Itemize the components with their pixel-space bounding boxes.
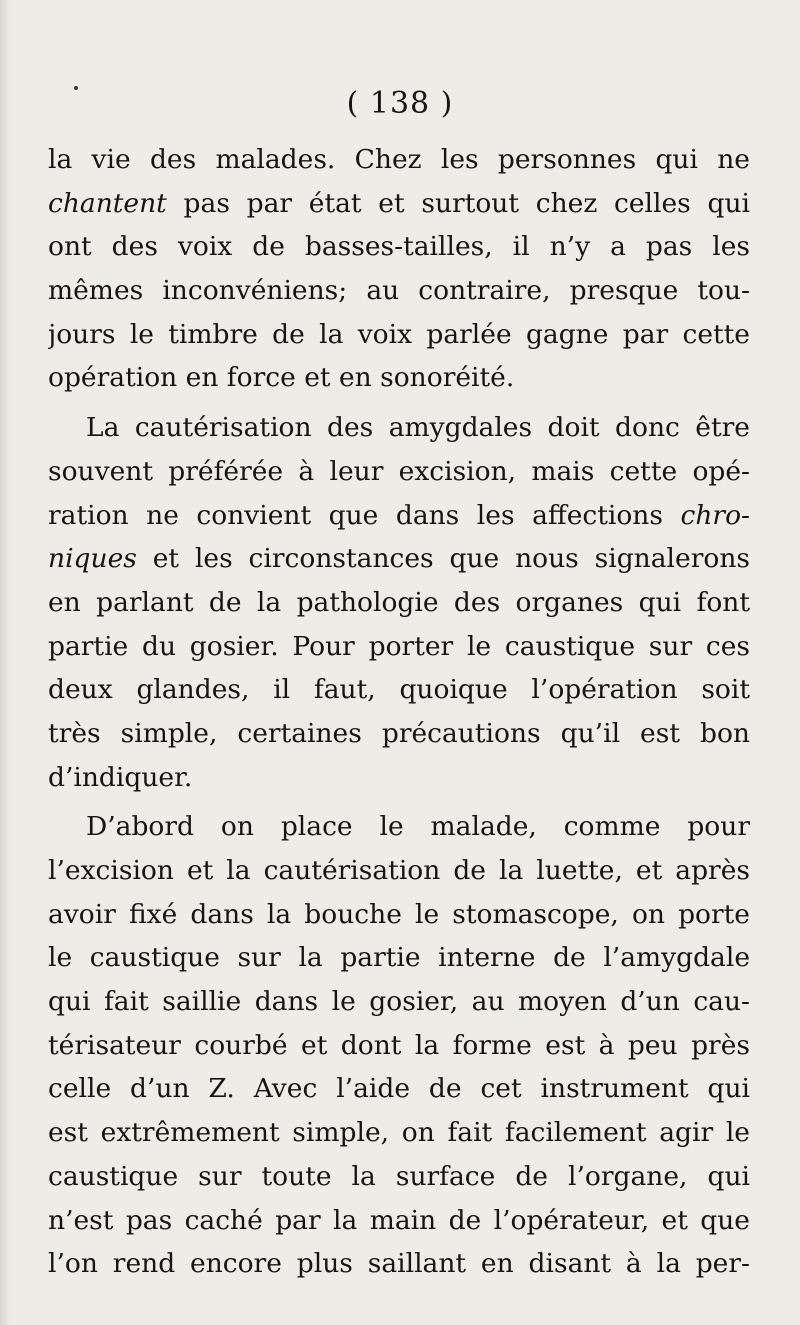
text-line: [48, 1067, 750, 1111]
text-line: [48, 668, 750, 712]
text-segment: ration ne convient que dans les affections: [48, 499, 681, 531]
text-segment: l’excision et la cautérisation de la luette, et après: [48, 855, 750, 886]
text-line: [48, 980, 750, 1024]
text-line: [48, 756, 750, 800]
text-line: [48, 1242, 750, 1286]
text-segment: D’abord on place le malade, comme pour: [86, 811, 750, 843]
text-segment: avoir fixé dans la bouche le stomascope, on porte: [48, 898, 750, 930]
text-line: [48, 1111, 750, 1155]
text-segment: ont des voix de basses-tailles, il n’y a pas les: [48, 231, 750, 263]
text-line: [48, 182, 750, 226]
text-segment: très simple, certaines précautions qu’il est bon: [48, 717, 750, 749]
text-line: [48, 356, 750, 400]
text-segment: partie du gosier. Pour porter le caustique sur ces: [48, 630, 750, 662]
text-line: [48, 406, 750, 450]
text-line: [48, 537, 750, 581]
text-line: [48, 893, 750, 937]
text-line: [48, 849, 750, 893]
text-line: [48, 138, 750, 182]
text-segment: pas par état et surtout chez celles qui: [166, 187, 750, 219]
italic-word: niques: [48, 543, 137, 575]
text-line: [48, 1024, 750, 1068]
text-segment: en parlant de la pathologie des organes qui font: [48, 586, 750, 618]
page-edge-shadow: [0, 0, 10, 1325]
text-line: [48, 450, 750, 494]
text-line: [48, 494, 750, 538]
text-segment: et les circonstances que nous signalerons: [136, 543, 750, 575]
text-segment: celle d’un Z. Avec l’aide de cet instrument qui: [48, 1073, 750, 1105]
page-number: ( 138 ): [346, 86, 454, 121]
text-line: [48, 225, 750, 269]
text-segment: mêmes inconvéniens; au contraire, presque tou-: [48, 275, 750, 307]
text-segment: La cautérisation des amygdales doit donc être: [86, 412, 750, 444]
text-segment: l’on rend encore plus saillant en disant à la per-: [48, 1248, 750, 1280]
body-text: [48, 138, 750, 1286]
text-segment: opération en force et en sonoréité.: [48, 362, 515, 394]
text-segment: la vie des malades. Chez les personnes qui ne: [48, 144, 750, 175]
text-line: [48, 936, 750, 980]
text-segment: d’indiquer.: [48, 761, 193, 793]
text-segment: souvent préférée à leur excision, mais cette opé-: [48, 455, 750, 487]
text-segment: térisateur courbé et dont la forme est à peu près: [48, 1029, 750, 1061]
text-line: [48, 625, 750, 669]
text-segment: jours le timbre de la voix parlée gagne par cette: [48, 318, 750, 350]
text-segment: deux glandes, il faut, quoique l’opération soit: [48, 674, 750, 706]
text-line: [48, 1155, 750, 1199]
text-segment: n’est pas caché par la main de l’opérateur, et que: [48, 1204, 750, 1236]
text-line: [48, 1199, 750, 1243]
text-segment: qui fait saillie dans le gosier, au moyen d’un cau-: [48, 986, 750, 1018]
text-line: [48, 269, 750, 313]
text-line: [48, 805, 750, 849]
text-line: [48, 313, 750, 357]
text-segment: caustique sur toute la surface de l’organe, qui: [48, 1160, 750, 1192]
italic-word: chantent: [48, 187, 167, 219]
italic-word: chro-: [680, 499, 750, 531]
text-line: [48, 581, 750, 625]
text-segment: le caustique sur la partie interne de l’amygdale: [48, 942, 750, 974]
text-segment: est extrêmement simple, on fait facilement agir le: [48, 1117, 750, 1149]
text-line: [48, 712, 750, 756]
